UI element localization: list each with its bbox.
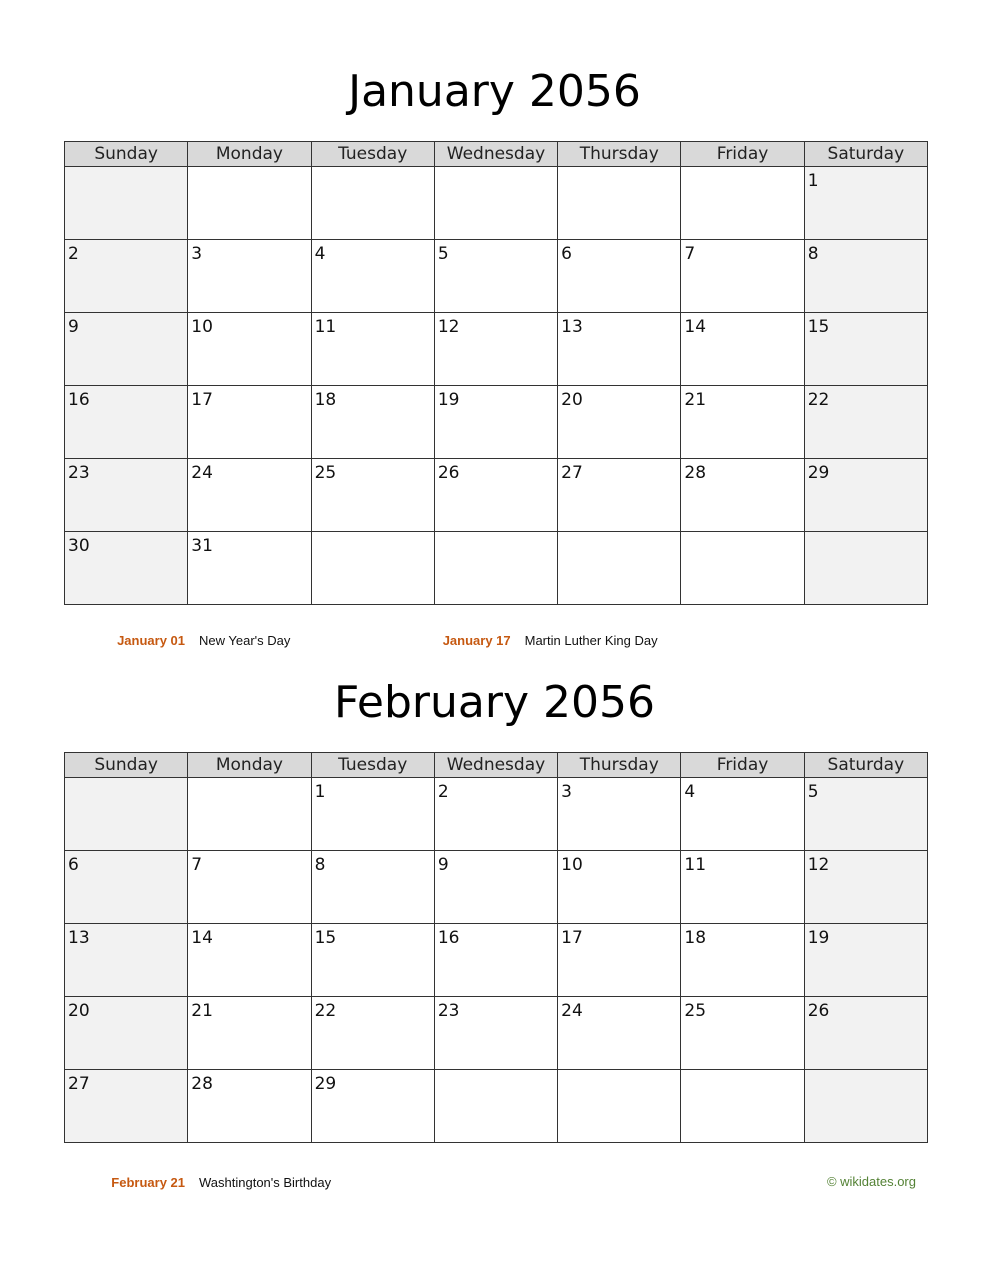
holiday-list-february: [64, 1175, 331, 1191]
day-cell: [311, 532, 434, 605]
day-cell: [558, 167, 681, 240]
day-cell: 9: [65, 313, 188, 386]
day-cell: 6: [65, 851, 188, 924]
holiday-item: [421, 633, 658, 648]
weekday-header: Sunday: [65, 753, 188, 778]
day-cell: 29: [311, 1070, 434, 1143]
weekday-header: Wednesday: [434, 142, 557, 167]
week-row: [65, 459, 928, 532]
day-cell: [804, 532, 927, 605]
weekday-header: Friday: [681, 142, 804, 167]
holiday-date: January 17: [442, 633, 511, 648]
day-cell: [188, 167, 311, 240]
day-cell: 11: [311, 313, 434, 386]
weekday-header: Tuesday: [311, 753, 434, 778]
weekday-header: Wednesday: [434, 753, 557, 778]
day-cell: [65, 167, 188, 240]
day-cell: 3: [558, 778, 681, 851]
day-cell: [188, 778, 311, 851]
day-cell: 28: [681, 459, 804, 532]
week-row: [65, 1070, 928, 1143]
day-cell: 2: [65, 240, 188, 313]
day-cell: 14: [188, 924, 311, 997]
day-cell: 22: [804, 386, 927, 459]
weekday-header: Sunday: [65, 142, 188, 167]
day-cell: [681, 532, 804, 605]
week-row: [65, 997, 928, 1070]
weekday-header: Friday: [681, 753, 804, 778]
holiday-item: [64, 633, 421, 648]
day-cell: [558, 532, 681, 605]
day-cell: 15: [804, 313, 927, 386]
week-row: [65, 851, 928, 924]
day-cell: [681, 167, 804, 240]
day-cell: 19: [804, 924, 927, 997]
day-cell: 31: [188, 532, 311, 605]
day-cell: 8: [311, 851, 434, 924]
month-title-january: January 2056: [348, 66, 641, 117]
holiday-date: January 01: [117, 633, 185, 648]
weekday-header: Thursday: [558, 753, 681, 778]
day-cell: 26: [434, 459, 557, 532]
weekday-header: Monday: [188, 142, 311, 167]
day-cell: [804, 1070, 927, 1143]
day-cell: 18: [311, 386, 434, 459]
day-cell: 13: [65, 924, 188, 997]
week-row: [65, 778, 928, 851]
wikidates-credit: © wikidates.org: [826, 1174, 916, 1189]
day-cell: 27: [558, 459, 681, 532]
day-cell: [311, 167, 434, 240]
holiday-list-january: [64, 633, 658, 649]
day-cell: 25: [681, 997, 804, 1070]
day-cell: 16: [434, 924, 557, 997]
weekday-header-row: [65, 142, 928, 167]
day-cell: 13: [558, 313, 681, 386]
calendar-grid-january: [64, 141, 928, 605]
week-row: [65, 167, 928, 240]
calendar-grid-february: [64, 752, 928, 1143]
day-cell: 7: [188, 851, 311, 924]
day-cell: 21: [188, 997, 311, 1070]
day-cell: 25: [311, 459, 434, 532]
day-cell: 23: [65, 459, 188, 532]
week-row: [65, 924, 928, 997]
day-cell: [65, 778, 188, 851]
day-cell: 24: [188, 459, 311, 532]
week-row: [65, 532, 928, 605]
day-cell: [434, 532, 557, 605]
day-cell: 29: [804, 459, 927, 532]
day-cell: 17: [188, 386, 311, 459]
day-cell: 11: [681, 851, 804, 924]
weekday-header-row: [65, 753, 928, 778]
weekday-header: Tuesday: [311, 142, 434, 167]
day-cell: [558, 1070, 681, 1143]
day-cell: 8: [804, 240, 927, 313]
day-cell: 27: [65, 1070, 188, 1143]
day-cell: 22: [311, 997, 434, 1070]
day-cell: 18: [681, 924, 804, 997]
day-cell: 10: [558, 851, 681, 924]
day-cell: 4: [681, 778, 804, 851]
week-row: [65, 386, 928, 459]
holiday-item: [64, 1175, 331, 1190]
holiday-name: New Year's Day: [199, 633, 291, 648]
weekday-header: Saturday: [804, 753, 927, 778]
week-row: [65, 313, 928, 386]
day-cell: 12: [434, 313, 557, 386]
day-cell: 14: [681, 313, 804, 386]
day-cell: [681, 1070, 804, 1143]
holiday-name: Martin Luther King Day: [524, 633, 658, 648]
holiday-date: February 21: [111, 1175, 185, 1190]
weekday-header: Monday: [188, 753, 311, 778]
day-cell: 7: [681, 240, 804, 313]
day-cell: 6: [558, 240, 681, 313]
day-cell: 23: [434, 997, 557, 1070]
day-cell: 5: [804, 778, 927, 851]
day-cell: 17: [558, 924, 681, 997]
week-row: [65, 240, 928, 313]
day-cell: 30: [65, 532, 188, 605]
day-cell: 20: [558, 386, 681, 459]
day-cell: 24: [558, 997, 681, 1070]
day-cell: 10: [188, 313, 311, 386]
holiday-name: Washtington's Birthday: [199, 1175, 332, 1190]
day-cell: 5: [434, 240, 557, 313]
day-cell: 19: [434, 386, 557, 459]
day-cell: 21: [681, 386, 804, 459]
day-cell: 1: [804, 167, 927, 240]
day-cell: 3: [188, 240, 311, 313]
day-cell: 28: [188, 1070, 311, 1143]
day-cell: 15: [311, 924, 434, 997]
month-title-february: February 2056: [334, 677, 655, 728]
day-cell: [434, 1070, 557, 1143]
day-cell: 9: [434, 851, 557, 924]
day-cell: 4: [311, 240, 434, 313]
day-cell: 26: [804, 997, 927, 1070]
weekday-header: Saturday: [804, 142, 927, 167]
weekday-header: Thursday: [558, 142, 681, 167]
day-cell: 12: [804, 851, 927, 924]
day-cell: 2: [434, 778, 557, 851]
day-cell: 16: [65, 386, 188, 459]
day-cell: 20: [65, 997, 188, 1070]
day-cell: 1: [311, 778, 434, 851]
day-cell: [434, 167, 557, 240]
